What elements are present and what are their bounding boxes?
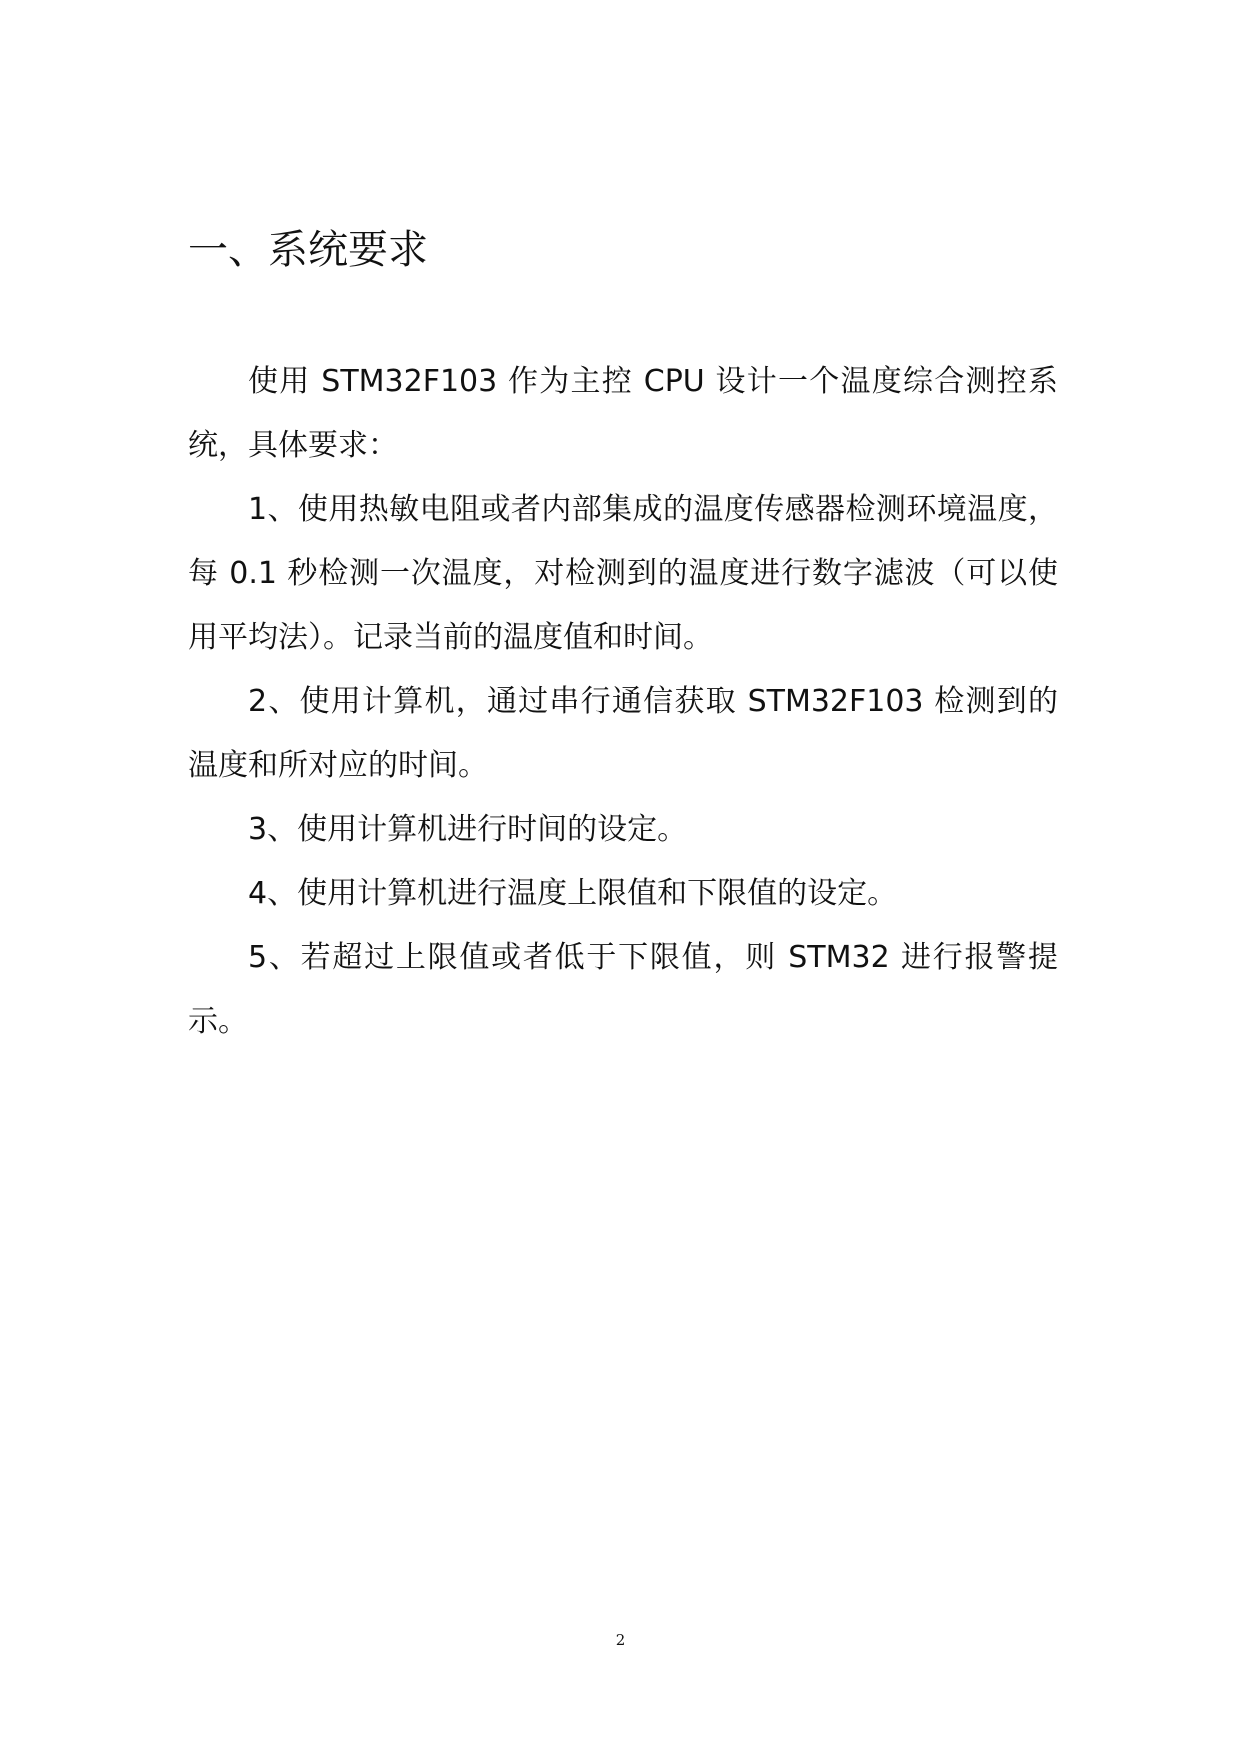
page-number: 2	[615, 1631, 626, 1649]
intro-paragraph: 使用 STM32F103 作为主控 CPU 设计一个温度综合测控系统，具体要求：	[188, 364, 1058, 463]
requirement-item-1: 1、使用热敏电阻或者内部集成的温度传感器检测环境温度，每 0.1 秒检测一次温度，对检测到的温度进行数字滤波（可以使用平均法）。记录当前的温度值和时间。	[188, 492, 1058, 655]
body-text	[188, 350, 1058, 1054]
requirement-item-2: 2、使用计算机，通过串行通信获取 STM32F103 检测到的温度和所对应的时间。	[188, 684, 1058, 783]
requirement-item-5: 5、若超过上限值或者低于下限值，则 STM32 进行报警提示。	[188, 940, 1058, 1039]
requirement-item-3: 3、使用计算机进行时间的设定。	[248, 812, 688, 847]
requirement-item-4: 4、使用计算机进行温度上限值和下限值的设定。	[248, 876, 898, 911]
section-heading: 一、系统要求	[188, 227, 428, 273]
